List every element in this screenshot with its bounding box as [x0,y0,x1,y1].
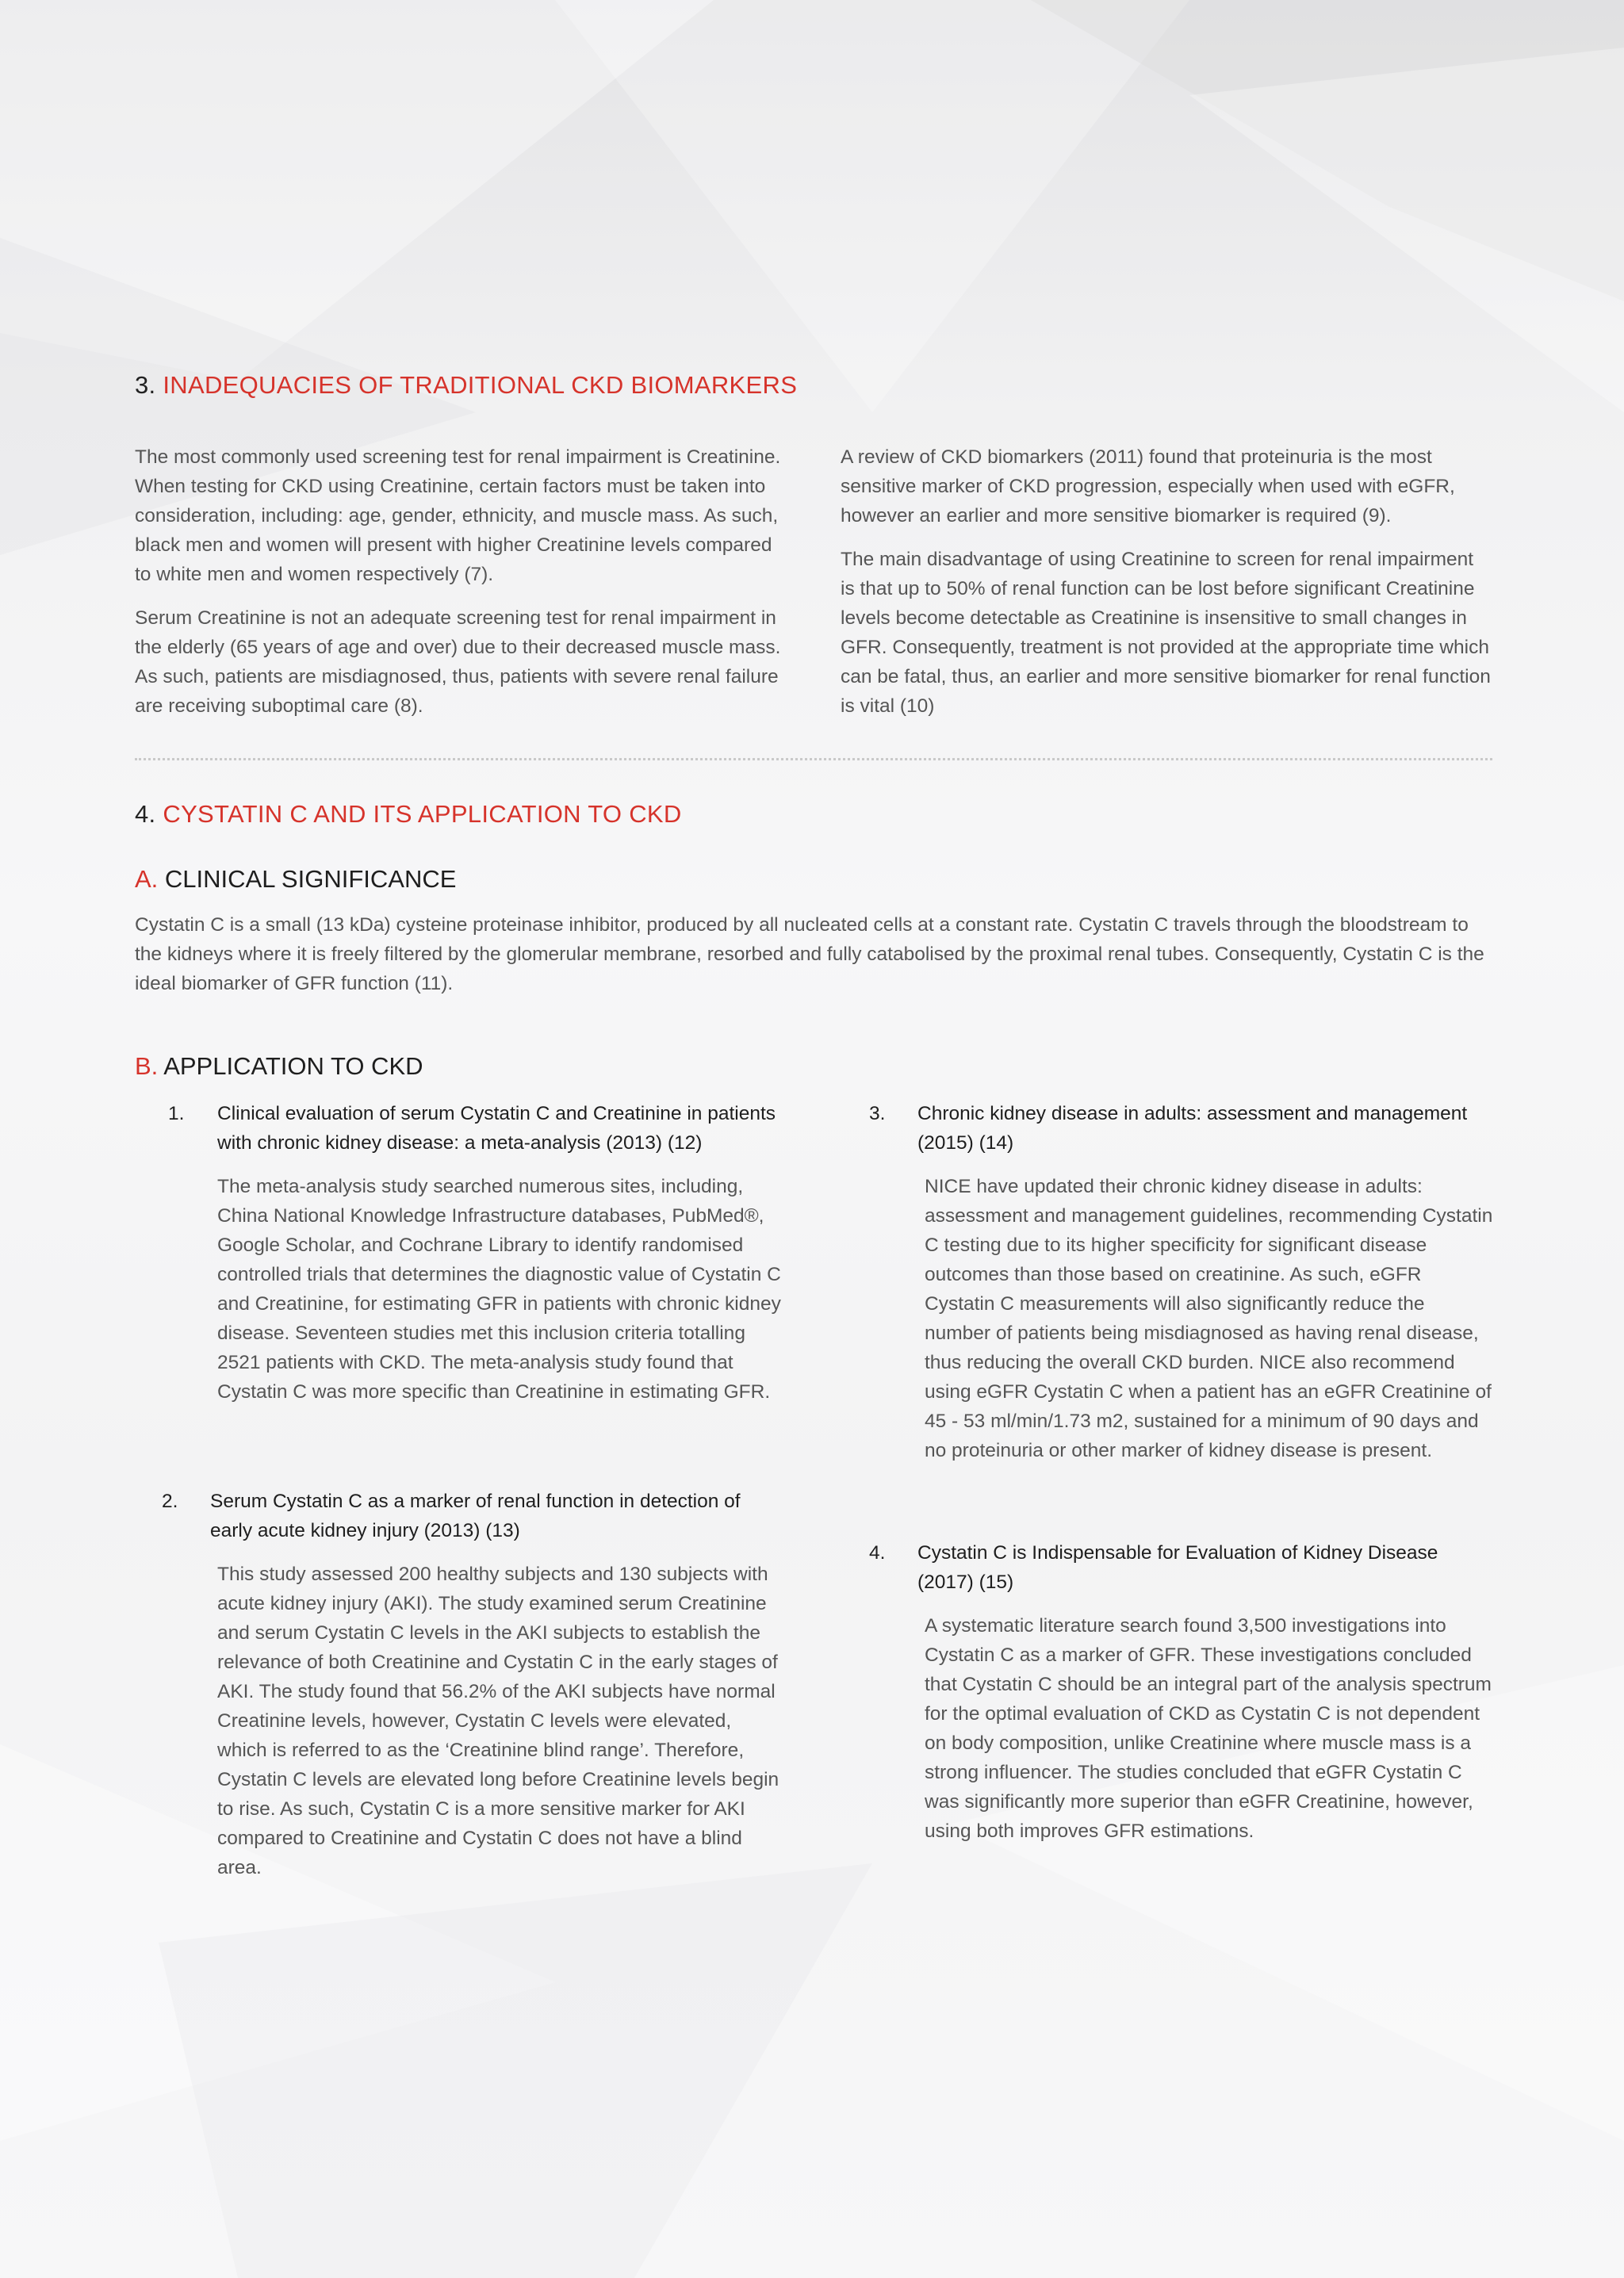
section-title-text: INADEQUACIES OF TRADITIONAL CKD BIOMARKERS [163,371,798,399]
section-3-left-column [135,442,785,735]
list-item-body: This study assessed 200 healthy subjects and 130 subjects with acute kidney injury (AKI). The study examined serum Creatinine and serum Cystatin C levels in the AKI subjects to establish the relevance of both Creatinine and Cystatin C in the early stages of AKI. The study found that 56.2% of the AKI subjects have normal Creatinine levels, however, Cystatin C levels were elevated, which is referred to as the ‘Creatinine blind range’. Therefore, Cystatin C levels are elevated long before Creatinine levels begin to rise. As such, Cystatin C is a more sensitive marker for AKI compared to Creatinine and Cystatin C does not have a blind area. [217,1564,779,1878]
paragraph: A review of CKD biomarkers (2011) found that proteinuria is the most sensitive marker of CKD progression, especially when used with eGFR, however an earlier and more sensitive biomarker is required (9). [841,446,1455,526]
list-item-heading: Clinical evaluation of serum Cystatin C and Creatinine in patients with chronic kidney disease: a meta-analysis (2013) (12) [217,1103,776,1154]
paragraph: The main disadvantage of using Creatinine to screen for renal impairment is that up to 50% of renal function can be lost before significant Creatinine levels become detectable as Creatinine is insensitive to small changes in GFR. Consequently, treatment is not provided at the appropriate time which can be fatal, thus, an earlier and more sensitive biomarker for renal function is vital (10) [841,549,1491,717]
list-item-heading: Chronic kidney disease in adults: assessment and management (2015) (14) [917,1103,1468,1154]
list-item-heading: Cystatin C is Indispensable for Evaluation of Kidney Disease (2017) (15) [917,1542,1438,1593]
section-4-title [135,800,682,829]
section-title-text: CYSTATIN C AND ITS APPLICATION TO CKD [163,800,682,828]
subsection-b-title [135,1052,423,1081]
list-index: 4. [869,1542,886,1564]
list-index: 2. [162,1491,178,1512]
list-item-2 [162,1487,780,1882]
subsection-a-title [135,865,456,894]
list-item-body: NICE have updated their chronic kidney disease in adults: assessment and management guidelines, recommending Cystatin C testing due to its higher specificity for significant disease outcomes than those based on creatinine. As such, eGFR Cystatin C measurements will also significantly reduce the number of patients being misdiagnosed as having renal disease, thus reducing the overall CKD burden. NICE also recommend using eGFR Cystatin C when a patient has an eGFR Creatinine of 45 - 53 ml/min/1.73 m2, sustained for a minimum of 90 days and no proteinuria or other marker of kidney disease is present. [925,1176,1493,1461]
subsection-letter: B. [135,1052,159,1080]
section-3-title [135,371,797,400]
paragraph: The most commonly used screening test for renal impairment is Creatinine. When testing for CKD using Creatinine, certain factors must be taken into consideration, including: age, gender, ethnicity, and muscle mass. As such, black men and women will present with higher Creatinine levels compared to white men and women respectively (7). [135,446,781,585]
list-item-1 [168,1099,779,1407]
paragraph: Serum Creatinine is not an adequate screening test for renal impairment in the elderly (65 years of age and over) due to their decreased muscle mass. As such, patients are misdiagnosed, thus, patients with severe renal failure are receiving suboptimal care (8). [135,607,781,717]
subsection-letter: A. [135,865,159,893]
section-number: 3. [135,371,156,399]
clinical-significance-paragraph: Cystatin C is a small (13 kDa) cysteine proteinase inhibitor, produced by all nucleated cells at a constant rate. Cystatin C travels through the bloodstream to the kidneys where it is freely filtered by the glomerular membrane, resorbed and fully catabolised by the proximal renal tubes. Consequently, Cystatin C is the ideal biomarker of GFR function (11). [135,914,1484,994]
list-item-body: A systematic literature search found 3,500 investigations into Cystatin C as a marker of GFR. These investigations concluded that Cystatin C should be an integral part of the analysis spectrum for the optimal evaluation of CKD as Cystatin C is not dependent on body composition, unlike Creatinine where muscle mass is a strong influencer. The studies concluded that eGFR Cystatin C was significantly more superior than eGFR Creatinine, however, using both improves GFR estimations. [925,1615,1492,1842]
section-3-right-column [841,442,1491,735]
list-index: 3. [869,1103,886,1124]
subsection-title-text: CLINICAL SIGNIFICANCE [164,865,457,893]
list-item-3 [869,1099,1496,1465]
section-number: 4. [135,800,156,828]
list-item-4 [869,1538,1496,1846]
list-item-heading: Serum Cystatin C as a marker of renal function in detection of early acute kidney injury (2013) (13) [210,1491,741,1541]
subsection-title-text: APPLICATION TO CKD [163,1052,423,1080]
list-index: 1. [168,1103,185,1124]
list-item-body: The meta-analysis study searched numerous sites, including, China National Knowledge Infrastructure databases, PubMed®, Google Scholar, and Cochrane Library to identify randomised controlled trials that determines the diagnostic value of Cystatin C and Creatinine, for estimating GFR in patients with chronic kidney disease. Seventeen studies met this inclusion criteria totalling 2521 patients with CKD. The meta-analysis study found that Cystatin C was more specific than Creatinine in estimating GFR. [217,1176,781,1403]
dotted-divider [135,758,1492,760]
